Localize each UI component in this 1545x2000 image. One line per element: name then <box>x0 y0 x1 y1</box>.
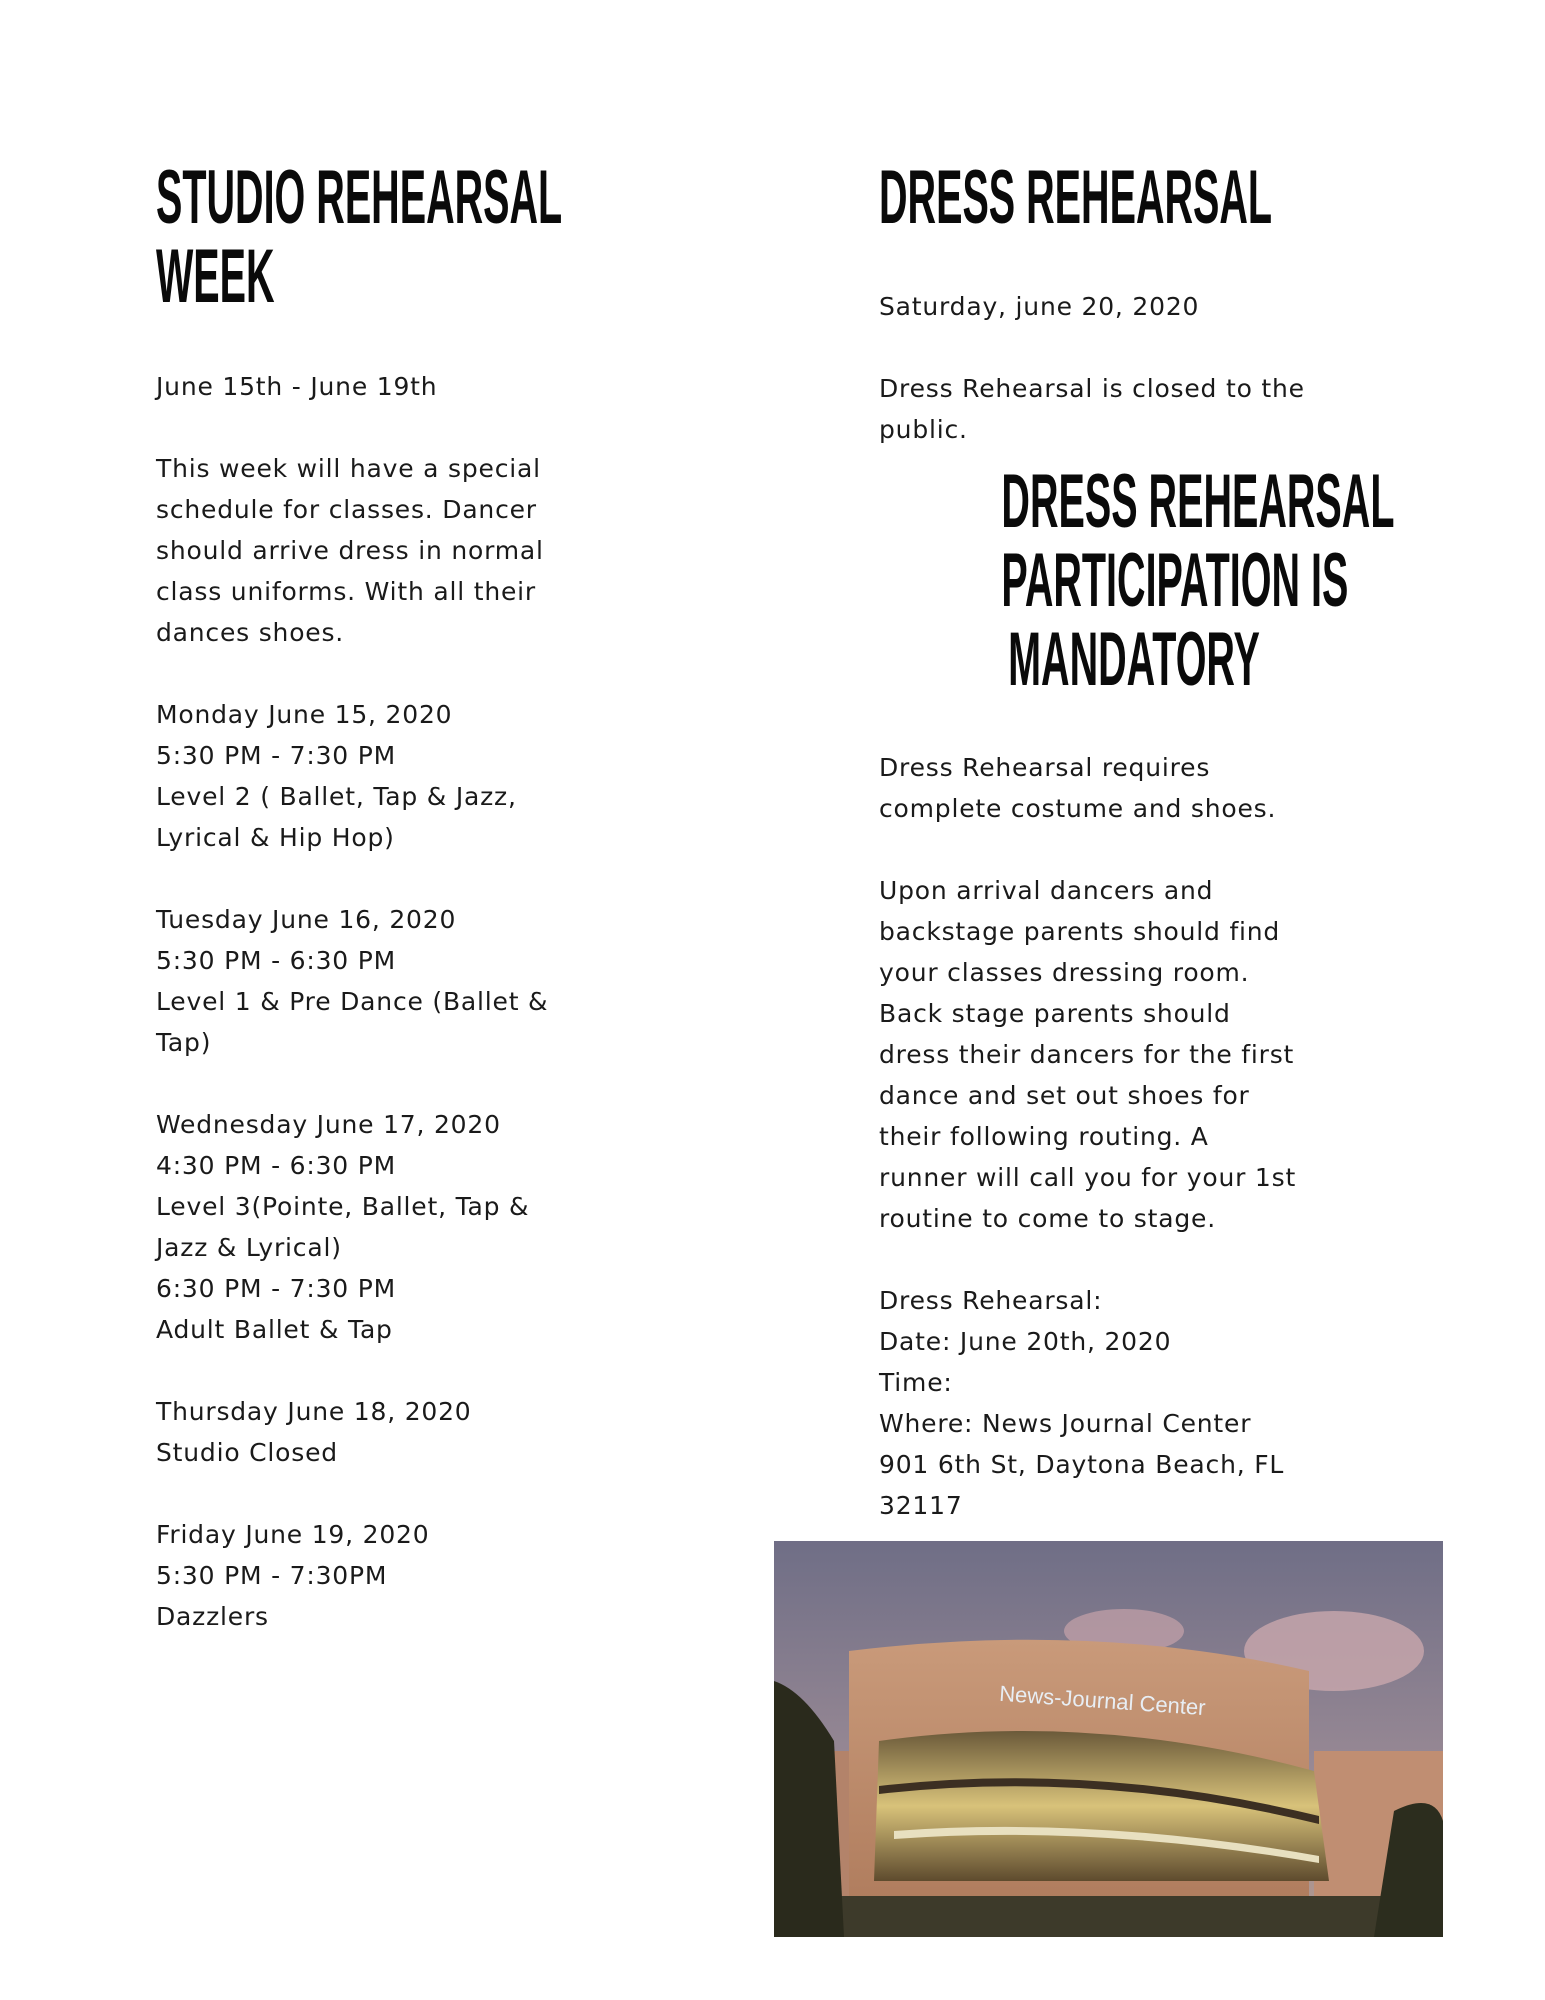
dress-rehearsal-title <box>879 155 1545 240</box>
text-line: Saturday, june 20, 2020 <box>879 292 1200 321</box>
paragraph-gap <box>156 653 548 694</box>
text-line: Wednesday June 17, 2020 <box>156 1110 501 1139</box>
text-line: 5:30 PM - 6:30 PM <box>156 946 396 975</box>
title-line: STUDIO REHEARSAL <box>156 155 563 240</box>
intro-paragraph <box>879 368 1305 450</box>
schedule-paragraph <box>156 448 548 653</box>
text-line: 5:30 PM - 7:30 PM <box>156 741 396 770</box>
paragraph-gap <box>156 1350 548 1391</box>
text-line: 5:30 PM - 7:30PM <box>156 1561 388 1590</box>
text-line: routine to come to stage. <box>879 1204 1216 1233</box>
text-line: Friday June 19, 2020 <box>156 1520 430 1549</box>
dress-rehearsal-intro <box>879 286 1305 450</box>
schedule-paragraph <box>156 1391 548 1473</box>
text-line: dance and set out shoes for <box>879 1081 1250 1110</box>
text-line: Thursday June 18, 2020 <box>156 1397 472 1426</box>
notice-line: MANDATORY <box>1008 617 1260 702</box>
intro-paragraph <box>879 286 1305 327</box>
text-line: should arrive dress in normal <box>156 536 544 565</box>
title-line: DRESS REHEARSAL <box>879 155 1273 240</box>
studio-week-schedule <box>156 366 548 1637</box>
text-line: complete costume and shoes. <box>879 794 1277 823</box>
photo-sign-text: News-Journal Center <box>998 1680 1207 1721</box>
text-line: Level 2 ( Ballet, Tap & Jazz, <box>156 782 517 811</box>
paragraph-gap <box>879 1239 1296 1280</box>
paragraph-gap <box>879 829 1296 870</box>
text-line: Studio Closed <box>156 1438 338 1467</box>
text-line: your classes dressing room. <box>879 958 1250 987</box>
schedule-paragraph <box>156 1514 548 1637</box>
text-line: dress their dancers for the first <box>879 1040 1295 1069</box>
mandatory-notice <box>879 459 1395 702</box>
details-paragraph <box>879 870 1296 1239</box>
text-line: their following routing. A <box>879 1122 1209 1151</box>
text-line: Level 1 & Pre Dance (Ballet & <box>156 987 549 1016</box>
text-line: Dress Rehearsal requires <box>879 753 1211 782</box>
text-line: Time: <box>879 1368 953 1397</box>
news-journal-center-photo <box>774 1541 1443 1937</box>
text-line: Tap) <box>156 1028 212 1057</box>
text-line: Dazzlers <box>156 1602 269 1631</box>
text-line: Jazz & Lyrical) <box>156 1233 342 1262</box>
text-line: Dress Rehearsal: <box>879 1286 1103 1315</box>
text-line: runner will call you for your 1st <box>879 1163 1297 1192</box>
schedule-paragraph <box>156 1104 548 1350</box>
text-line: backstage parents should find <box>879 917 1281 946</box>
text-line: Adult Ballet & Tap <box>156 1315 393 1344</box>
text-line: Where: News Journal Center <box>879 1409 1252 1438</box>
building-image <box>774 1541 1443 1937</box>
paragraph-gap <box>879 327 1305 368</box>
details-paragraph <box>879 1280 1296 1526</box>
text-line: Level 3(Pointe, Ballet, Tap & <box>156 1192 530 1221</box>
paragraph-gap <box>156 858 548 899</box>
schedule-paragraph <box>156 899 548 1063</box>
text-line: 4:30 PM - 6:30 PM <box>156 1151 396 1180</box>
text-line: 901 6th St, Daytona Beach, FL <box>879 1450 1285 1479</box>
text-line: Upon arrival dancers and <box>879 876 1214 905</box>
text-line: Dress Rehearsal is closed to the <box>879 374 1305 403</box>
studio-rehearsal-title <box>156 155 937 319</box>
paragraph-gap <box>156 1473 548 1514</box>
text-line: June 15th - June 19th <box>156 372 438 401</box>
dress-rehearsal-details <box>879 747 1296 1526</box>
text-line: class uniforms. With all their <box>156 577 536 606</box>
text-line: This week will have a special <box>156 454 541 483</box>
title-line: WEEK <box>156 234 275 319</box>
notice-line: PARTICIPATION IS <box>1001 538 1349 623</box>
schedule-paragraph <box>156 366 548 407</box>
text-line: public. <box>879 415 968 444</box>
text-line: schedule for classes. Dancer <box>156 495 537 524</box>
details-paragraph <box>879 747 1296 829</box>
text-line: Monday June 15, 2020 <box>156 700 453 729</box>
text-line: 6:30 PM - 7:30 PM <box>156 1274 396 1303</box>
notice-line: DRESS REHEARSAL <box>1001 459 1395 544</box>
text-line: Back stage parents should <box>879 999 1231 1028</box>
paragraph-gap <box>156 1063 548 1104</box>
text-line: Date: June 20th, 2020 <box>879 1327 1172 1356</box>
text-line: dances shoes. <box>156 618 345 647</box>
schedule-paragraph <box>156 694 548 858</box>
text-line: 32117 <box>879 1491 963 1520</box>
text-line: Tuesday June 16, 2020 <box>156 905 457 934</box>
text-line: Lyrical & Hip Hop) <box>156 823 395 852</box>
paragraph-gap <box>156 407 548 448</box>
